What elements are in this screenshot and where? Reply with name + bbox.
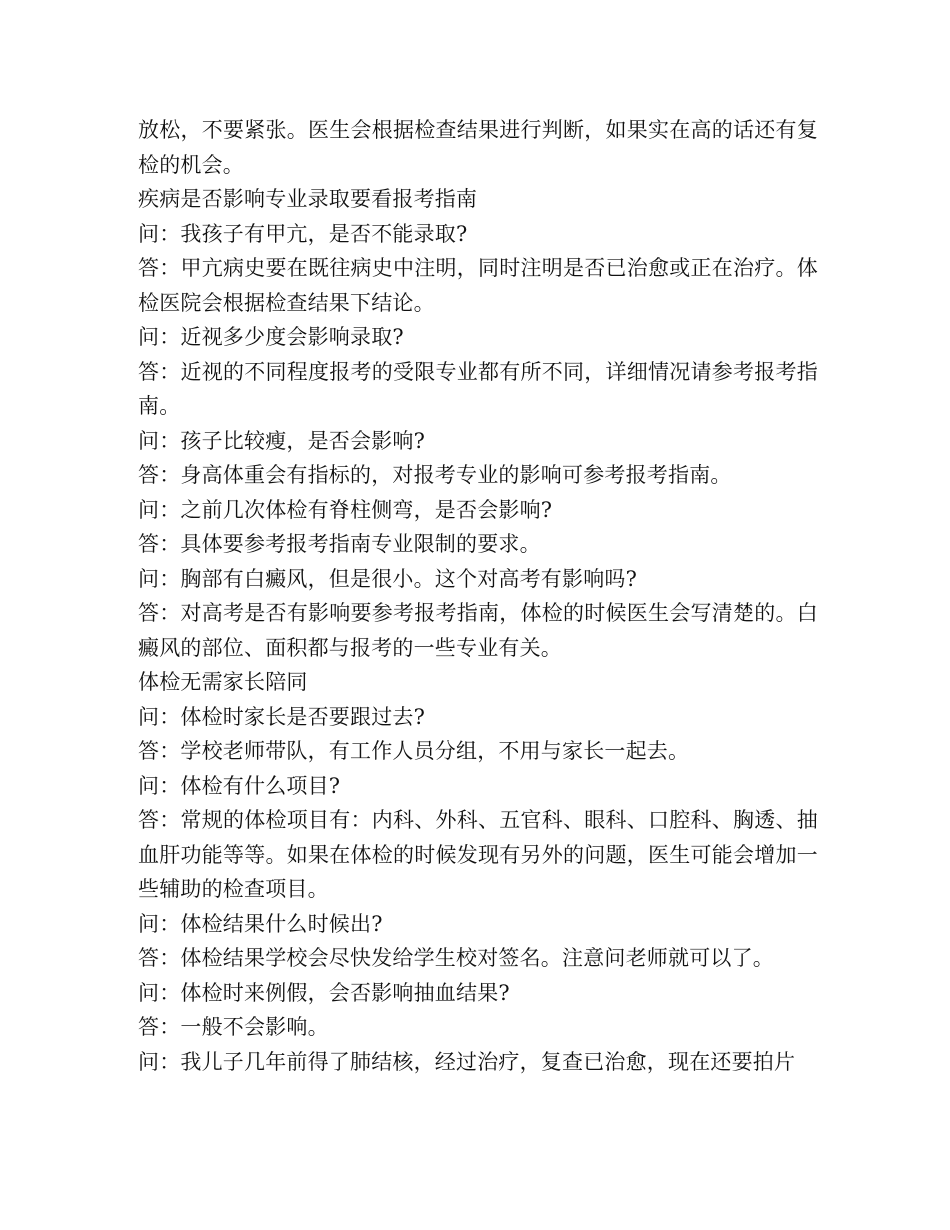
answer: 答：常规的体检项目有：内科、外科、五官科、眼科、口腔科、胸透、抽血肝功能等等。如果在体检的时候发现有另外的问题，医生可能会增加一些辅助的检查项目。 [138, 808, 818, 901]
question: 问：我儿子几年前得了肺结核，经过治疗，复查已治愈，现在还要拍片 [138, 1049, 796, 1074]
question: 问：我孩子有甲亢，是否不能录取? [138, 221, 468, 246]
answer: 答：对高考是否有影响要参考报考指南，体检的时候医生会写清楚的。白癜风的部位、面积都与报考的一些专业有关。 [138, 601, 818, 660]
answer: 答：甲亢病史要在既往病史中注明，同时注明是否已治愈或正在治疗。体检医院会根据检查结果下结论。 [138, 256, 818, 315]
question: 问：近视多少度会影响录取? [138, 325, 404, 349]
question: 问：体检结果什么时候出? [138, 911, 383, 936]
section-heading: 疾病是否影响专业录取要看报考指南 [138, 187, 478, 211]
question: 问：体检有什么项目? [138, 773, 341, 798]
answer: 答：近视的不同程度报考的受限专业都有所不同，详细情况请参考报考指南。 [138, 359, 818, 418]
section-heading: 体检无需家长陪同 [138, 670, 308, 694]
answer: 答：具体要参考报考指南专业限制的要求。 [138, 532, 541, 556]
question: 问：体检时家长是否要跟过去? [138, 704, 426, 729]
answer: 答：一般不会影响。 [138, 1015, 329, 1039]
question: 问：孩子比较瘦，是否会影响? [138, 428, 426, 453]
question: 问：胸部有白癜风，但是很小。这个对高考有影响吗? [138, 566, 638, 591]
paragraph: 放松，不要紧张。医生会根据检查结果进行判断，如果实在高的话还有复检的机会。 [138, 118, 818, 177]
question: 问：体检时来例假，会否影响抽血结果? [138, 980, 510, 1005]
answer: 答：学校老师带队，有工作人员分组，不用与家长一起去。 [138, 739, 690, 763]
answer: 答：身高体重会有指标的，对报考专业的影响可参考报考指南。 [138, 463, 732, 487]
document-body [138, 113, 818, 1079]
answer: 答：体检结果学校会尽快发给学生校对签名。注意问老师就可以了。 [138, 946, 774, 970]
question: 问：之前几次体检有脊柱侧弯，是否会影响? [138, 497, 553, 522]
